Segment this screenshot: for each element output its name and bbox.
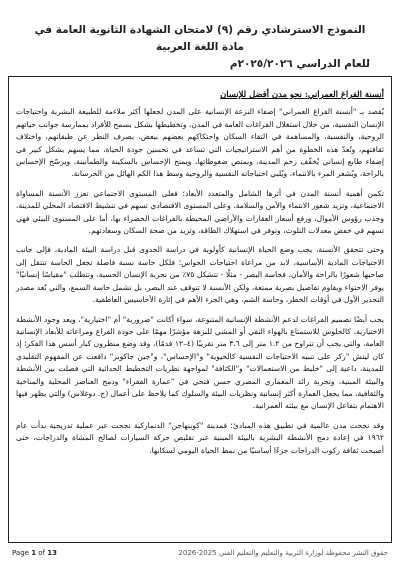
reading-passage [16, 84, 384, 464]
page-number [12, 549, 57, 557]
page-current: 1 [31, 549, 37, 557]
passage-title: أنسنة الفراغ العمراني: نحو مدن أفضل للإنسان [220, 89, 384, 99]
page-of-word: of [38, 549, 46, 557]
copyright-notice: حقوق النشر محفوظة لوزارة التربية والتعليم والتعليم الفني 2025-2026 [178, 549, 388, 557]
page-total: 13 [47, 549, 58, 557]
paragraph-4: يجب أيضًا تصميم الفراغات لدعم الأنشطة الإنسانية المتنوعة، سواء أكانت "ضرورية" أم "اختيارية"، ويعد وجود الأنشطة الاختيارية، كالجلوس للاستمتاع بالهواء النقي أو المشي للنزهة مؤشرًا مهمًا على جودة الفراغ ومراعاته للأبعاد الإنسانية العامة، والتي يجب أن تتراوح من ١.٢ متر إلى ٣.٦ متر تقريبًا (٤–١٢ قدمًا)، وقد وضع منظرون كبار أسس هذا الفكر؛ إذ كان لينش "ركز على تنبيه الاحتياجات النفسية كالحيوية" و"الإحساس"، و"جين جاكوبز" دافعت عن المفهوم التقليدي للمدينة، داعية إلى "خليط من الاستعمالات" و"الكثافة" لمواجهة نظريات التخطيط الحداثية التي فصلت بين الأنشطة والبيئة المبنية، وتجربة رائد المعماري المصري حسن فتحي في "عمارة الفقراء" ودمج العناصر المحلية والمناخية والثقافية، مما يجعل العمارة أكثر إنسانية ونظريات البيئة والسلوك كما يلاحظ على أعمال (ج. دوغلاس) والتي يظهر فيها الاهتمام بتفاعل الإنسان مع بيئته العمرانية. [16, 314, 385, 411]
document-header [12, 8, 388, 73]
paragraph-1: يُقصد بـ "أنسنة الفراغ العمراني" إضفاء النزعة الإنسانية على المدن لجعلها أكثر ملاءمة للطبيعة البشرية واحتياجات الإنسان النفسية، من خلال استغلال الفراغات العامة في المدن، وتخطيطها بشكل يسمح للأفراد بممارسة جوانب حياتهم الروحية، والنفسية، والمساهمة في التقاء السكان واحتكاكهم بعضهم ببعض، بصرف النظر عن طبقاتهم، واختلاف ثقافتهم، وتُعدّ هذه الخطوة من أهم الاستراتيجيات التي تساعد في تحسين جودة الحياة، مما يسهم بشكل كبير في إضفاء طابع إنساني يُخفّف زخم المدينة، ويمتص ضغوطاتها، ويمنح الإحساس بالسكينة والطمأنينة، ويرسّخ الإحساس بالراحة، ويُشعر المرء بالانتماء، ويُلبي احتياجاته النفسية والروحية وسط هذا الكم الهائل من الخرسانة. [16, 107, 384, 179]
page-word: Page [12, 549, 29, 557]
exam-title: النموذج الاسترشادي رقم (٩) لامتحان الشهادة الثانوية العامة في مادة اللغة العربية [34, 24, 366, 53]
paragraph-3: وحتى تتحقق الأنسنة، يجب وضع الحياة الإنسانية كأولوية في دراسة الجدوى قبل دراسة البيئة المادية، فإلى جانب الاحتياجات المادية الأساسية، لابد من مراعاة احتياجات الحواس؛ فلكل حاسة نسبة فاصلة تجعل الحاسة تنتقل إلى صاحبها شعورًا بالراحة والأمان، فحاسة البصر - مثلًا - تتشكل ٧٥٪ من تجربة الإنسان الحسية، وتتطلب "مقياسًا إنسانيًا" يوفر الاحتواء ويقاوم تفاصيل بصرية ممتعة، ولكن الأنسنة لا تتوقف عند البصر، بل تشمل حاسة السمع، والتي تُعد مصدر التحذير الأول في أوقات الخطر، وحاسة الشم، وهي الجزء الأهم في إثارة الأحاسيس العاطفية. [16, 245, 384, 305]
paragraph-2: تكمن أهمية أنسنة المدن في أثرها الشامل والمتعدد الأبعاد؛ فعلى المستوى الاجتماعي تعزز الأنسنة المساواة الاجتماعية، وتزيد شعور الانتماء والأمن والسلامة، وعلى المستوى الاقتصادي تسهم في تنشيط الاقتصاد المحلي للمدينة، وجذب رؤوس الأموال، ورفع أسعار العقارات والأراضي المحيطة بالفراغات الخضراء بها، أما على المستوى البيئي فهي تسهم في خفض معدلات التلوث، وتوفر في استهلاك الطاقة، وتزيد من صحة السكان وسعادتهم. [16, 188, 384, 236]
academic-year: للعام الدراسي ٢٠٢٥/٢٠٢٦م [229, 58, 370, 70]
paragraph-5: وقد نجحت مدن عالمية في تطبيق هذه المبادئ؛ فمدينة "كوبنهاجن" الدنماركية نجحت عبر عملية تدريجية بدأت عام ١٩٦٢ في إعادة دمج الأنشطة البشرية بالبيئة المبنية عبر تقليص حركة السيارات لصالح المشاة والدراجات، حتى أصبحت ثقافة ركوب الدراجات جزءًا أساسيًا من نمط الحياة اليومي لسكانها. [16, 420, 384, 455]
